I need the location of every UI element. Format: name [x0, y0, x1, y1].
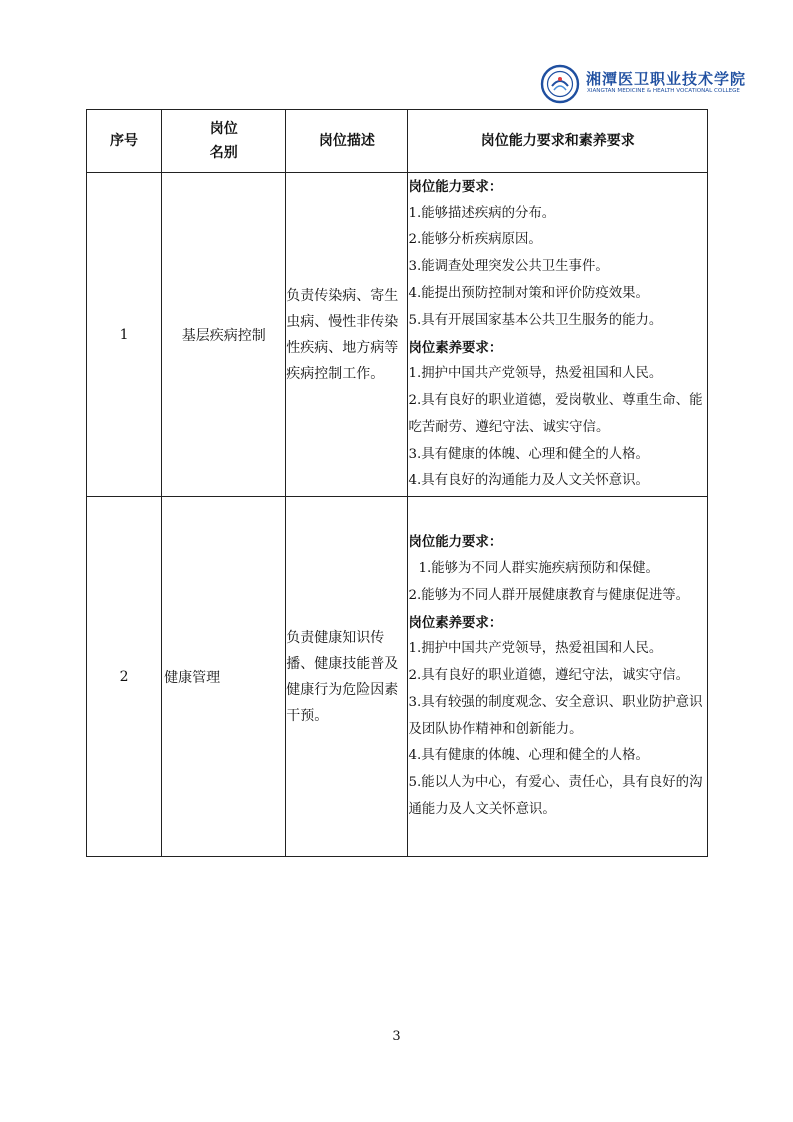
requirements-cell: [408, 497, 708, 857]
position-name: 健康管理: [162, 497, 286, 857]
ability-item: 5.具有开展国家基本公共卫生服务的能力。: [408, 312, 663, 328]
quality-item: 2.具有良好的职业道德，爱岗敬业、尊重生命、能吃苦耐劳、遵纪守法、诚实守信。: [408, 393, 703, 435]
position-name: 基层疾病控制: [162, 173, 286, 497]
logo-english-name: XIANGTAN MEDICINE & HEALTH VOCATIONAL COLLEGE: [587, 88, 740, 94]
header-position-line2: 名别: [209, 145, 238, 161]
ability-item: 1.能够为不同人群实施疾病预防和保健。: [418, 560, 659, 576]
logo-chinese-name: 湘潭医卫职业技术学院: [586, 70, 747, 88]
header-requirements: 岗位能力要求和素养要求: [408, 110, 708, 173]
quality-item: 2.具有良好的职业道德，遵纪守法，诚实守信。: [408, 668, 690, 684]
quality-item: 4.具有良好的沟通能力及人文关怀意识。: [408, 473, 649, 489]
row-number: 2: [87, 497, 162, 857]
quality-heading: 岗位素养要求：: [408, 339, 503, 356]
requirements-cell: [408, 173, 708, 497]
header-no: 序号: [87, 110, 162, 173]
table-row: [87, 497, 708, 857]
header-position: [162, 110, 286, 173]
header-position-line1: 岗位: [209, 121, 238, 137]
quality-item: 4.具有健康的体魄、心理和健全的人格。: [408, 748, 649, 764]
quality-item: 3.具有较强的制度观念、安全意识、职业防护意识及团队协作精神和创新能力。: [408, 694, 703, 737]
page-number: 3: [392, 1029, 401, 1044]
job-requirements-table: [86, 109, 708, 857]
ability-item: 2.能够为不同人群开展健康教育与健康促进等。: [408, 587, 690, 603]
ability-heading: 岗位能力要求：: [408, 534, 503, 551]
ability-heading: 岗位能力要求：: [408, 178, 503, 195]
quality-item: 5.能以人为中心，有爱心、责任心，具有良好的沟通能力及人文关怀意识。: [408, 775, 703, 818]
ability-item: 4.能提出预防控制对策和评价防疫效果。: [408, 285, 649, 301]
position-description: 负责传染病、寄生虫病、慢性非传染性疾病、地方病等疾病控制工作。: [286, 173, 408, 497]
table-header-row: [87, 110, 708, 173]
ability-item: 1.能够描述疾病的分布。: [408, 205, 556, 221]
college-emblem-icon: [540, 64, 580, 104]
quality-heading: 岗位素养要求：: [408, 614, 503, 631]
ability-item: 3.能调查处理突发公共卫生事件。: [408, 259, 609, 275]
ability-item: 2.能够分析疾病原因。: [408, 232, 542, 248]
quality-item: 3.具有健康的体魄、心理和健全的人格。: [408, 446, 649, 462]
quality-item: 1.拥护中国共产党领导，热爱祖国和人民。: [408, 366, 663, 382]
table-row: [87, 173, 708, 497]
header-description: 岗位描述: [286, 110, 408, 173]
college-logo: [540, 64, 747, 106]
quality-item: 1.拥护中国共产党领导，热爱祖国和人民。: [408, 641, 663, 657]
row-number: 1: [87, 173, 162, 497]
position-description: 负责健康知识传播、健康技能普及健康行为危险因素干预。: [286, 497, 408, 857]
